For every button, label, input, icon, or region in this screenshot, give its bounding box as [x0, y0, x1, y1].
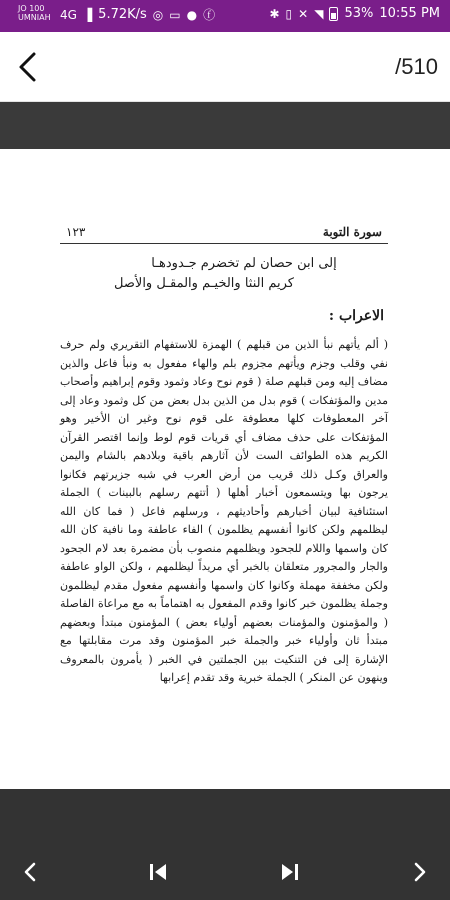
back-button[interactable] [14, 50, 44, 84]
bottom-controls-band [0, 789, 450, 900]
top-toolbar-band [0, 102, 450, 149]
skip-previous-icon [147, 861, 169, 883]
clock: 10:55 PM [379, 6, 440, 21]
page-content [60, 225, 388, 688]
verse-line-1: إلى ابن حصان لم تخضرم جـدودهـا [151, 256, 337, 271]
page-number: ١٢٣ [66, 225, 86, 239]
body-text [60, 336, 388, 688]
next-page-button[interactable] [400, 852, 440, 892]
first-page-button[interactable] [138, 852, 178, 892]
instagram-icon: ◎ [152, 7, 164, 22]
signal-icon: ▐ [82, 7, 93, 22]
battery-icon [329, 7, 338, 21]
facebook-icon: ⓕ [203, 8, 216, 22]
running-header [60, 225, 388, 244]
page-counter: /510 [395, 54, 438, 79]
battery-level: 53% [344, 6, 374, 21]
mute-icon: ✕ [298, 6, 309, 21]
status-right [269, 6, 440, 21]
carrier-label [18, 4, 51, 22]
back-arrow-icon [14, 50, 44, 84]
paragraph: ( ألم يأتهم نبأ الذين من قبلهم ) الهمزة للاستفهام التقريري ولم حرف نفي وقلب وجزم ويأتهم مجزوم بلم والهاء مفعول به ونبأ فاعل والذين مضاف إليه ومن قبلهم صلة ( قوم نوح وعاد وثمود وقوم إبراهيم وأصحاب مدين والمؤتفكات ) قوم بدل من الذين بدل بعض من كل وثمود وعاد إلى آخر المعطوفات كلها معطوفة على قوم نوح وغير ان الأخير وهو المؤتفكات على حذف مضاف أي قريات قوم لوط وإنما اقتصر القرآن الكريم هذه الطوائف الست لأن آثارهم باقية وبلادهم بالشام واليمن والعراق وكـل ذلك قريب من أرض العرب في شبه جزيرتهم فكانوا يرجون بها ويتسمعون أخبار أهلها ( أتتهم رسلهم بالبينات ) الجملة استئنافية لبيان أخبارهم وأحاديثهم ، ورسلهم فاعل ( فما كان الله ليظلمهم ولكن كانوا أنفسهم يظلمون ) الفاء عاطفة وما نافية كان الله كان واسمها واللام للجحود ويظلمهم منصوب بأن مضمرة بعد لام الجحود والجار والمجرور متعلقان بالخبر أي مريداً ليظلمهم ، ولكن الواو عاطفة ولكن مخففة مهملة وكانوا كان واسمها وأنفسهم مفعول مقدم ليظلمون وجملة يظلمون خبر كانوا وقدم المفعول به اهتماماً به مع مراعاة الفاصلة ( والمؤمنون والمؤمنات بعضهم أولياء بعض ) المؤمنون مبتدأ وبعضهم مبتدأ ثان وأولياء خبر والجملة خبر المؤمنون وقد مرت مقابلتها مع الإشارة إلى فن التنكيت بين الجملتين في الخبر ( يأمرون بالمعروف وينهون عن المنكر ) الجملة خبرية وقد تقدم إعرابها [60, 338, 388, 684]
bluetooth-icon: ✱ [269, 6, 280, 21]
vibrate-icon: ▯ [285, 6, 293, 21]
screen-icon: ▭ [169, 7, 181, 22]
chevron-right-icon [410, 861, 430, 883]
section-heading: الاعراب : [328, 308, 384, 324]
chevron-left-icon [20, 861, 40, 883]
skip-next-icon [279, 861, 301, 883]
status-left [60, 6, 215, 23]
poetry-verse [60, 254, 388, 294]
last-page-button[interactable] [270, 852, 310, 892]
previous-page-button[interactable] [10, 852, 50, 892]
carrier-line-2: UMNIAH [18, 13, 51, 22]
wifi-icon: ◥ [314, 6, 324, 21]
surah-title: سورة التوبة [322, 225, 382, 239]
app-bar [0, 32, 450, 102]
book-page[interactable] [0, 149, 450, 789]
verse-line-2: كريم النثا والخيـم والمقـل والأصل [114, 276, 294, 291]
network-type: 4G [60, 7, 77, 22]
messenger-icon: ● [186, 7, 198, 22]
status-bar [0, 0, 450, 32]
network-speed: 5.72K/s [98, 7, 147, 22]
carrier-line-1: JO 100 [18, 4, 45, 13]
